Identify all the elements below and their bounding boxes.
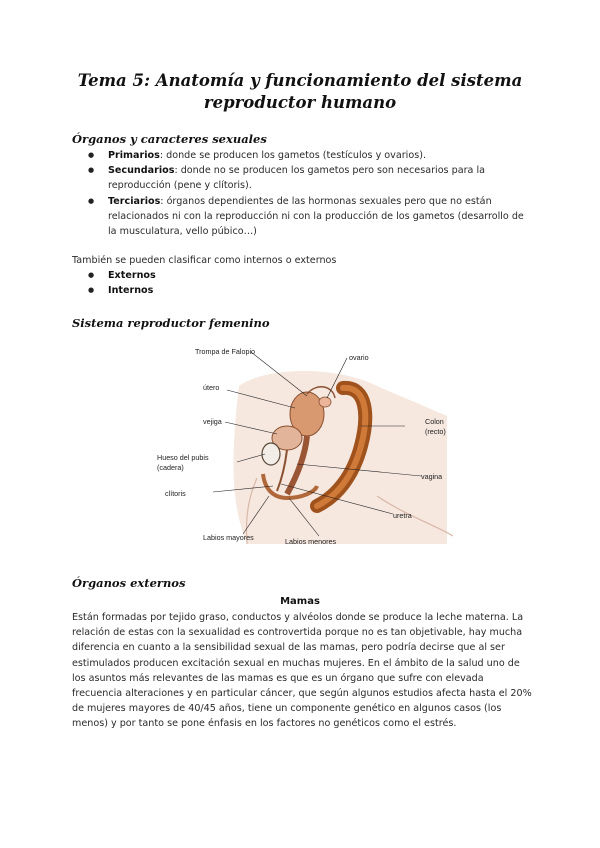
label-ovary: ovario <box>349 353 369 362</box>
page-title: Tema 5: Anatomía y funcionamiento del sistema reproductor humano <box>77 71 523 112</box>
list-item-term: Internos <box>108 285 154 297</box>
label-fallopian-tube: Trompa de Falopio <box>195 347 256 356</box>
label-urethra: uretra <box>393 511 412 520</box>
classification-text: También se pueden clasificar como internos o externos <box>72 255 337 266</box>
section-heading-organos: Órganos y caracteres sexuales <box>72 132 267 146</box>
section-heading-externos: Órganos externos <box>72 576 186 590</box>
anatomy-illustration <box>147 346 453 544</box>
label-colon: Colon <box>425 417 444 426</box>
ovary-shape <box>319 397 331 407</box>
list-item-text: : donde no se producen los gametos pero son necesarios para la reproducción (pene y clítoris). <box>108 165 485 192</box>
list-item-text: : órganos dependientes de las hormonas sexuales pero que no están relacionados ni con la reproducción ni con la producción de los gametos (desarrollo de la musculatura, vello púbico…) <box>108 195 524 238</box>
label-labia-majora: Labios mayores <box>203 533 254 542</box>
classification-list <box>84 268 524 298</box>
list-item-term: Secundarios <box>108 165 175 177</box>
sexual-characters-list <box>84 148 524 239</box>
list-item <box>84 268 524 283</box>
list-item <box>84 194 524 240</box>
list-item-term: Primarios <box>108 150 160 161</box>
label-clitoris: clítoris <box>165 489 186 498</box>
list-item-term: Externos <box>108 270 156 281</box>
list-item-text: : donde se producen los gametos (testículos y ovarios). <box>159 150 426 161</box>
mamas-paragraph: Están formadas por tejido graso, conductos y alvéolos donde se produce la leche materna. La relación de estas con la sexualidad es controvertida porque no es tan objetivable, hay mucha diferencia en cuanto a la sensibilidad sexual de las mamas, pero podría decirse que al ser estimulados producen excitación sexual en muchas mujeres. En el ámbito de la salud uno de los asuntos más relevantes de las mamas es que es un órgano que sufre con elevada frecuencia alteraciones y en particular cáncer, que según algunos estudios afecta hasta el 20% de mujeres mayores de 40/45 años, tiene un componente genético en algunos casos (los menos) y por tanto se pone énfasis en los factores no genéticos como el estrés. <box>72 612 532 730</box>
label-rectum: (recto) <box>425 427 446 436</box>
label-bladder: vejiga <box>203 417 222 426</box>
label-uterus: útero <box>203 383 220 392</box>
section-heading-femenino: Sistema reproductor femenino <box>72 316 270 330</box>
label-vagina: vagina <box>421 472 443 481</box>
list-item <box>84 283 524 298</box>
label-labia-minora: Labios menores <box>285 537 337 544</box>
list-item <box>84 163 524 193</box>
subheading-mamas: Mamas <box>280 596 320 607</box>
label-pubic-bone: Hueso del pubis <box>157 453 209 462</box>
female-anatomy-figure <box>147 346 453 544</box>
list-item <box>84 148 524 163</box>
list-item-term: Terciarios <box>108 195 161 207</box>
label-hip: (cadera) <box>157 463 184 472</box>
